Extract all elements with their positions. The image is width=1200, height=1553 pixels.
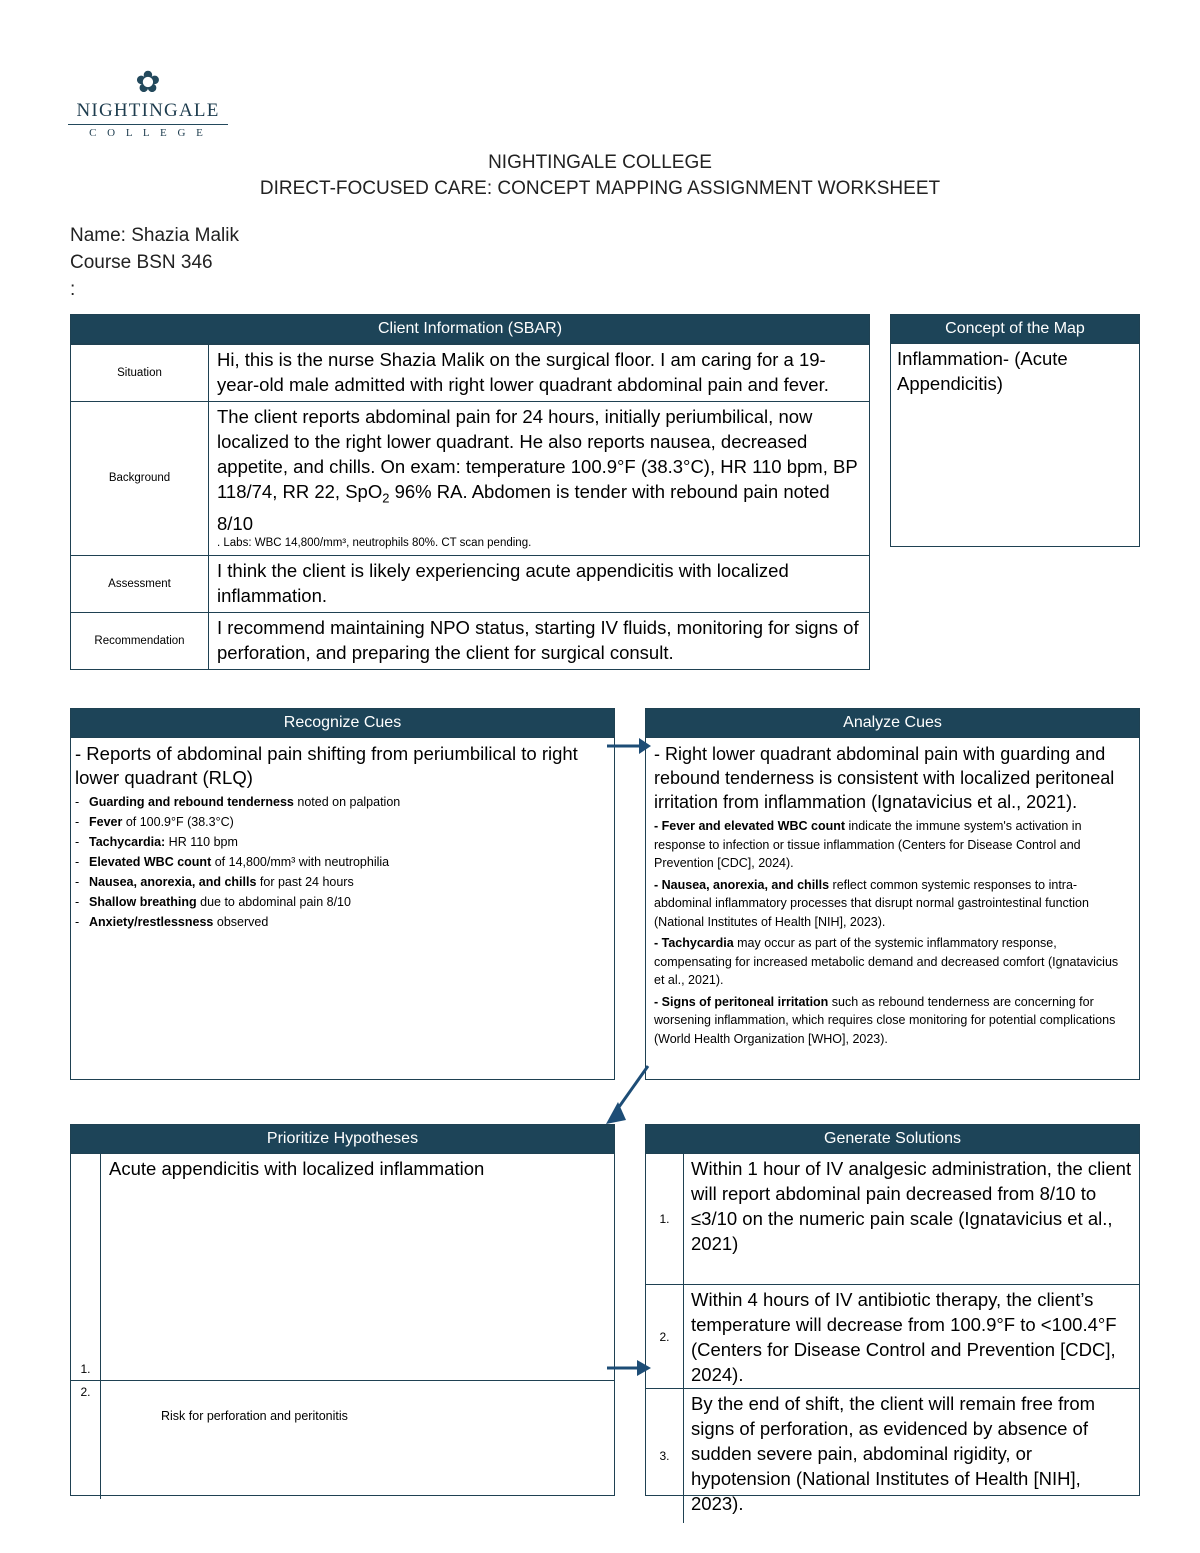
sbar-table xyxy=(70,314,870,670)
analyze-rest: indicate the immune system's activation in response to infection or tissue inflammation (Centers for Disease Control and Prevention [CDC], 2024). xyxy=(654,819,1082,870)
list-item xyxy=(654,934,1131,990)
analyze-bold: - Tachycardia xyxy=(654,936,734,950)
cue-bold: Nausea, anorexia, and chills xyxy=(89,875,257,889)
cue-text xyxy=(89,873,354,892)
table-row xyxy=(71,1380,614,1499)
analyze-rest: reflect common systemic responses to intra-abdominal inflammatory processes that disrupt normal gastrointestinal function (National Institutes of Health [NIH], 2023). xyxy=(654,877,1089,929)
sbar-row-recommendation xyxy=(71,612,869,669)
list-item xyxy=(654,876,1131,932)
solution-text-1: Within 1 hour of IV analgesic administration, the client will report abdominal pain decreased from 8/10 to ≤3/10 on the numeric pain scale (Ignatavicius et al., 2021) xyxy=(691,1158,1132,1254)
solution-text-2: Within 4 hours of IV antibiotic therapy, the client’s temperature will decrease from 100.9°F to <100.4°F (Centers for Disease Control and Prevention [CDC], 2024). xyxy=(691,1289,1117,1385)
prioritize-hypotheses-box xyxy=(70,1124,615,1496)
arrow-recognize-to-analyze xyxy=(605,728,653,764)
sbar-row-situation xyxy=(71,344,869,401)
background-lab-note: . Labs: WBC 14,800/mm³, neutrophils 80%. CT scan pending. xyxy=(217,536,532,549)
cue-rest: of 100.9°F (38.3°C) xyxy=(122,815,234,829)
sbar-text-situation: Hi, this is the nurse Shazia Malik on the surgical floor. I am caring for a 19-year-old male admitted with right lower quadrant abdominal pain and fever. xyxy=(217,349,829,395)
dash-marker: - xyxy=(75,915,80,929)
sbar-label-background: Background xyxy=(71,402,209,555)
table-row xyxy=(646,1388,1139,1523)
dash-marker: - xyxy=(75,795,80,809)
cue-text xyxy=(89,793,400,812)
cue-text xyxy=(89,893,351,912)
cue-rest: noted on palpation xyxy=(293,795,401,809)
sbar-text-background xyxy=(209,402,869,555)
list-item xyxy=(75,873,608,892)
table-row xyxy=(646,1284,1139,1388)
priority-number-1: 1. xyxy=(71,1154,101,1380)
course-name: Course BSN 346 xyxy=(70,252,213,273)
prioritize-title: Prioritize Hypotheses xyxy=(71,1125,614,1154)
spo2-subscript: 2 xyxy=(382,490,390,506)
recognize-cues-box xyxy=(70,708,615,1080)
dash-marker: - xyxy=(75,895,80,909)
table-row xyxy=(71,1154,614,1380)
cue-bold: Shallow breathing xyxy=(89,895,197,909)
cue-rest: due to abdominal pain 8/10 xyxy=(196,895,351,909)
analyze-bold: - Signs of peritoneal irritation xyxy=(654,994,829,1009)
priority-text-1: Acute appendicitis with localized inflammation xyxy=(109,1158,485,1179)
sbar-label-recommendation: Recommendation xyxy=(71,613,209,669)
student-fields xyxy=(70,222,239,303)
cue-rest: HR 110 bpm xyxy=(165,835,238,849)
dash-marker: - xyxy=(75,835,80,849)
sbar-row-background xyxy=(71,401,869,555)
cue-bold: Fever xyxy=(89,815,123,829)
arrow-analyze-to-prioritize xyxy=(596,1062,656,1132)
sbar-text-recommendation: I recommend maintaining NPO status, starting IV fluids, monitoring for signs of perforation, and preparing the client for surgical consult. xyxy=(217,616,859,663)
page-title xyxy=(0,150,1200,202)
solution-text-3: By the end of shift, the client will remain free from signs of perforation, as evidenced by absence of sudden severe pain, abdominal rigidity, or hypotension (National Institutes of Health [NIH], 2023). xyxy=(691,1393,1096,1514)
analyze-rest: such as rebound tenderness are concerning for worsening inflammation, which requires close monitoring for potential complications (World Health Organization [WHO], 2023). xyxy=(654,994,1116,1046)
background-after: 96% RA. Abdomen is tender with rebound pain noted 8/10 xyxy=(217,481,830,534)
concept-of-map-box xyxy=(890,314,1140,547)
concept-text: Inflammation- (Acute Appendicitis) xyxy=(897,348,1068,394)
flame-icon: ✿ xyxy=(135,66,161,99)
logo-name: NIGHTINGALE xyxy=(76,100,220,121)
solutions-title: Generate Solutions xyxy=(646,1125,1139,1154)
list-item xyxy=(75,793,608,812)
college-logo xyxy=(68,68,228,139)
table-row xyxy=(646,1154,1139,1284)
analyze-cues-title: Analyze Cues xyxy=(646,709,1139,738)
cue-text xyxy=(89,833,238,852)
list-item xyxy=(654,817,1131,873)
cue-bold: Anxiety/restlessness xyxy=(89,915,214,929)
solution-number-1: 1. xyxy=(646,1154,684,1284)
analyze-cues-body xyxy=(646,738,1139,1054)
list-item xyxy=(75,893,608,912)
list-item xyxy=(75,913,608,932)
solution-number-2: 2. xyxy=(646,1285,684,1388)
arrow-prioritize-to-solutions xyxy=(605,1352,653,1384)
sbar-label-situation: Situation xyxy=(71,345,209,401)
analyze-bold: - Nausea, anorexia, and chills xyxy=(654,877,830,892)
analyze-cues-box xyxy=(645,708,1140,1080)
dash-marker: - xyxy=(75,815,80,829)
title-line-1: NIGHTINGALE COLLEGE xyxy=(488,152,712,173)
student-name: Name: Shazia Malik xyxy=(70,225,239,246)
dash-marker: - xyxy=(75,855,80,869)
cue-bold: Elevated WBC count xyxy=(89,855,212,869)
recognize-cues-body xyxy=(71,738,614,939)
cue-text xyxy=(89,853,389,872)
cue-bold: Tachycardia: xyxy=(89,835,166,849)
cue-text xyxy=(89,913,268,932)
priority-text-2: Risk for perforation and peritonitis xyxy=(161,1409,348,1423)
recognize-lead: - Reports of abdominal pain shifting from periumbilical to right lower quadrant (RLQ) xyxy=(75,743,578,788)
sbar-label-assessment: Assessment xyxy=(71,556,209,612)
list-item xyxy=(75,813,608,832)
list-item xyxy=(654,993,1131,1049)
dash-marker: - xyxy=(75,875,80,889)
generate-solutions-box xyxy=(645,1124,1140,1514)
cue-rest: for past 24 hours xyxy=(256,875,354,889)
cue-rest: of 14,800/mm³ with neutrophilia xyxy=(211,855,390,869)
sbar-title: Client Information (SBAR) xyxy=(71,315,869,344)
sbar-text-assessment: I think the client is likely experiencing acute appendicitis with localized inflammation. xyxy=(217,559,789,606)
sbar-row-assessment xyxy=(71,555,869,612)
list-item xyxy=(75,853,608,872)
title-line-2: DIRECT-FOCUSED CARE: CONCEPT MAPPING ASSIGNMENT WORKSHEET xyxy=(259,178,941,199)
cue-rest: observed xyxy=(213,915,269,929)
recognize-cues-title: Recognize Cues xyxy=(71,709,614,738)
extra-colon: : xyxy=(70,279,76,300)
background-main: The client reports abdominal pain for 24 hours, initially periumbilical, now localized to the right lower quadrant. He also reports nausea, decreased appetite, and chills. On exam: temperature 100.9°F (38.3°C), HR 110 bpm, BP 118/74, RR 22, SpO xyxy=(217,406,858,502)
priority-number-2: 2. xyxy=(71,1381,101,1499)
cue-text xyxy=(89,813,234,832)
analyze-bold: - Fever and elevated WBC count xyxy=(654,819,846,833)
list-item xyxy=(75,833,608,852)
concept-title: Concept of the Map xyxy=(891,315,1139,344)
analyze-lead: - Right lower quadrant abdominal pain with guarding and rebound tenderness is consistent with localized peritoneal irritation from inflammation (Ignatavicius et al., 2021). xyxy=(654,744,1115,812)
logo-subtitle: C O L L E G E xyxy=(68,124,228,139)
solution-number-3: 3. xyxy=(646,1389,684,1523)
cue-bold: Guarding and rebound tenderness xyxy=(89,795,294,809)
analyze-rest: may occur as part of the systemic inflammatory response, compensating for increased metabolic demand and decreased comfort (Ignatavicius et al., 2021). xyxy=(654,936,1119,987)
